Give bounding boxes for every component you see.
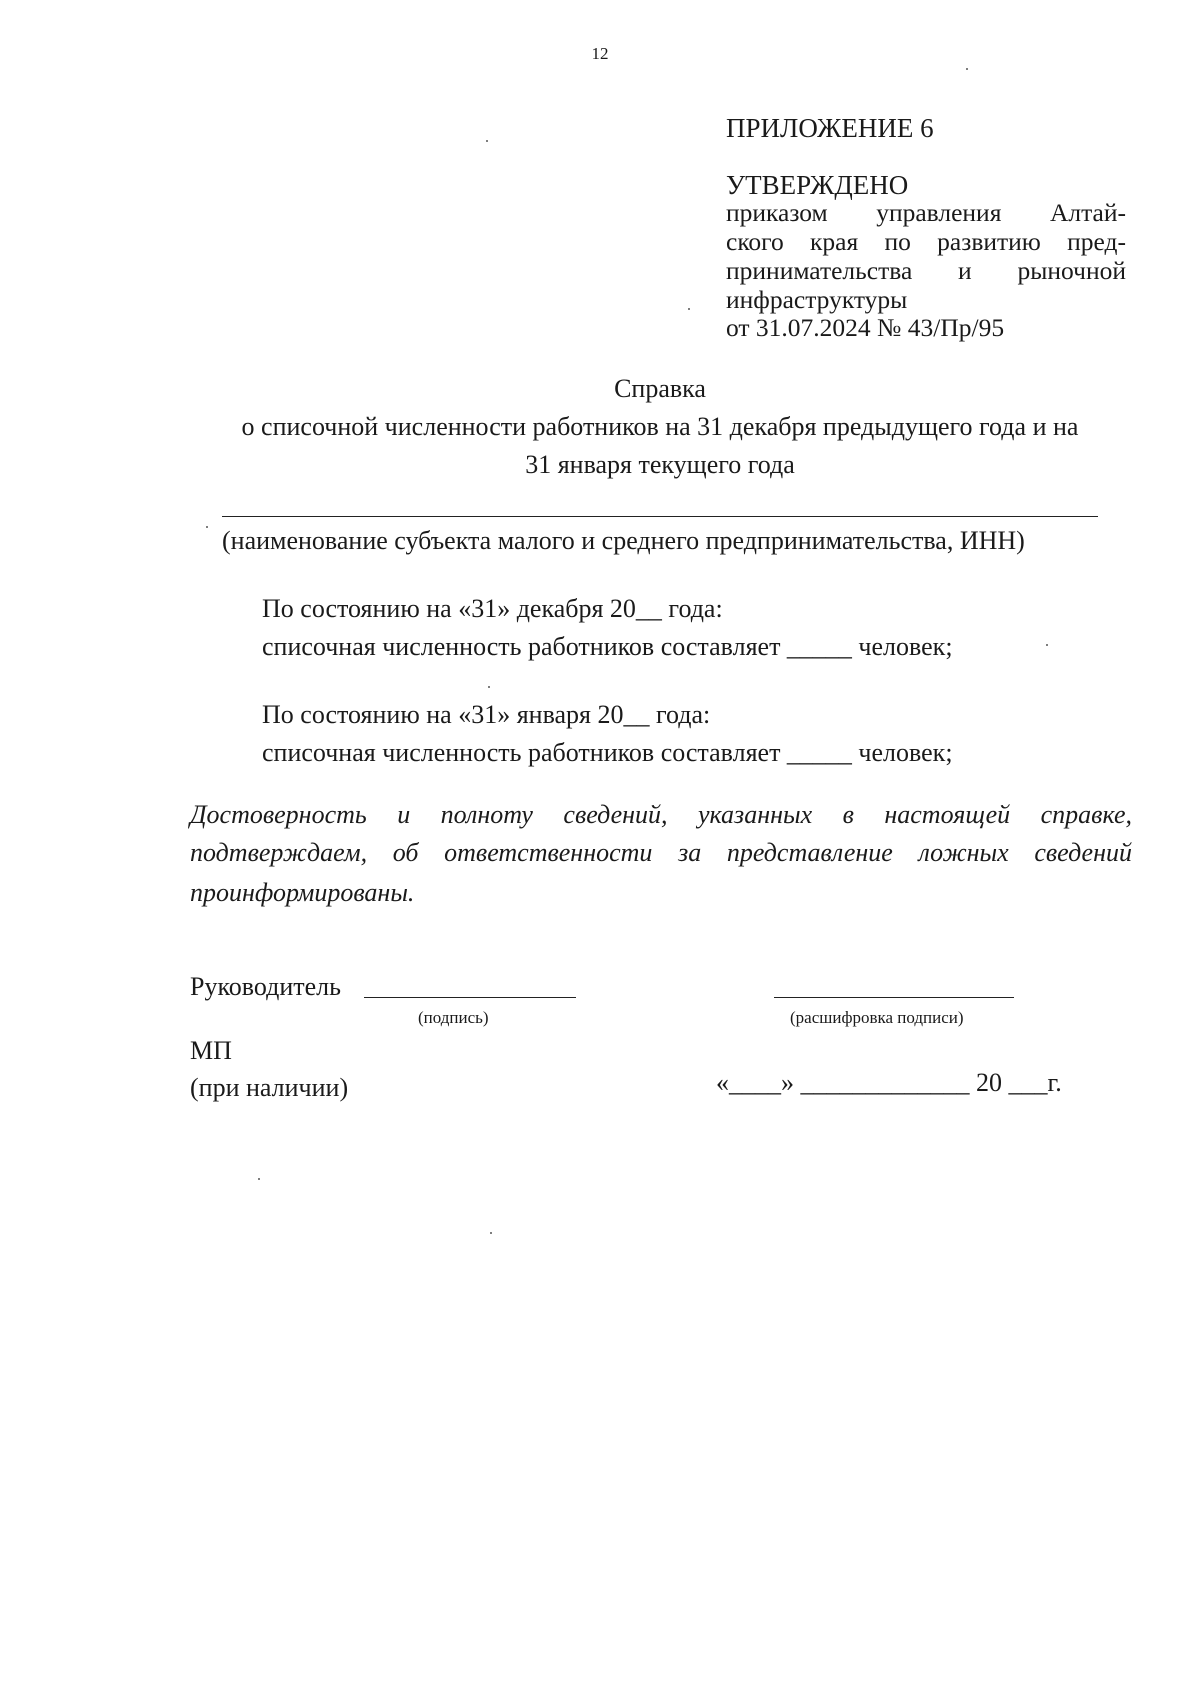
appendix-heading: ПРИЛОЖЕНИЕ 6 [726,113,934,143]
subject-name-caption: (наименование субъекта малого и среднего предпринимательства, ИНН) [222,526,1025,555]
signature-decode-field[interactable] [774,997,1014,998]
signature-decode-caption: (расшифровка подписи) [790,1008,964,1027]
document-subtitle: 31 января текущего года [525,450,795,479]
date-field[interactable]: «____» _____________ 20 ___г. [716,1068,1062,1097]
confirmation-line: проинформированы. [190,878,415,907]
approved-heading: УТВЕРЖДЕНО [726,170,909,200]
december-count-line: списочная численность работников составляет _____ человек; [262,632,953,661]
order-number-line: от 31.07.2024 № 43/Пр/95 [726,313,1005,342]
page-number: 12 [591,44,609,63]
subject-name-field[interactable] [222,516,1098,517]
stamp-label: МП [190,1036,232,1065]
document-title: Справка [614,374,706,403]
signature-caption: (подпись) [418,1008,489,1027]
order-line: инфраструктуры [726,285,908,314]
confirmation-line: подтверждаем, об ответственности за представление ложных сведений [190,838,1132,867]
december-date-line: По состоянию на «31» декабря 20__ года: [262,594,723,623]
order-line: ского края по развитию пред- [726,227,1126,256]
document-subtitle: о списочной численности работников на 31 декабря предыдущего года и на [241,412,1079,441]
signature-field[interactable] [364,997,576,998]
order-line: приказом управления Алтай- [726,198,1126,227]
january-count-line: списочная численность работников составляет _____ человек; [262,738,953,767]
confirmation-line: Достоверность и полноту сведений, указанных в настоящей справке, [190,800,1132,829]
january-date-line: По состоянию на «31» января 20__ года: [262,700,711,729]
head-label: Руководитель [190,972,341,1001]
order-line: принимательства и рыночной [726,256,1126,285]
stamp-note: (при наличии) [190,1073,349,1102]
